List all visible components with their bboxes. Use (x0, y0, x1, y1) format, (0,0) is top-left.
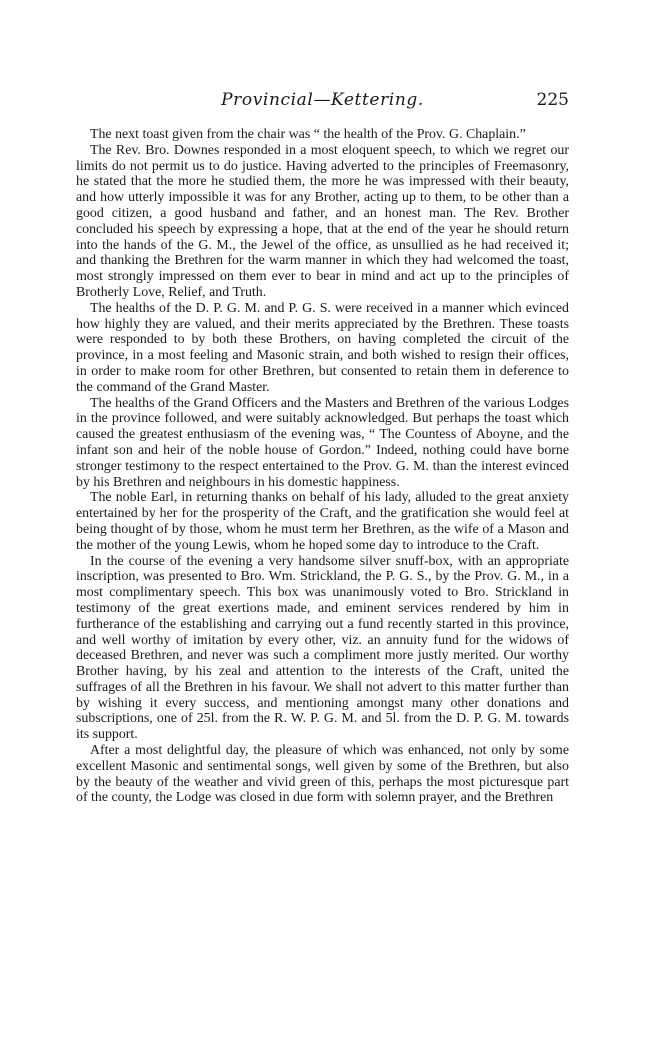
running-head (76, 90, 569, 116)
paragraph: The next toast given from the chair was “ the health of the Prov. G. Chaplain.” (90, 127, 526, 142)
running-title: Provincial—Kettering. (221, 90, 424, 110)
paragraph: The Rev. Bro. Downes responded in a most eloquent speech, to which we regret our limits do not permit us to do justice. Having adverted to the principles of Freemasonry, he stated that the more he studied them, the more he was impressed with their beauty, and how utterly impossible it was for any Brother, acting up to them, to be other than a good citizen, a good husband and father, and an honest man. The Rev. Brother concluded his speech by expressing a hope, that at the end of the year he should return into the hands of the G. M., the Jewel of the office, as unsullied as he had received it; and thanking the Brethren for the warm manner in which they had welcomed the toast, most strongly impressed on them ever to bear in mind and act up to the principles of Brotherly Love, Relief, and Truth. (76, 142, 569, 300)
body-text (76, 127, 569, 806)
paragraph: The healths of the Grand Officers and the Masters and Brethren of the various Lodges in the province followed, and were suitably acknowledged. But perhaps the toast which caused the greatest enthusiasm of the evening was, “ The Countess of Aboyne, and the infant son and heir of the noble house of Gordon.” Indeed, nothing could have borne stronger testimony to the respect entertained to the Prov. G. M. than the interest evinced by his Brethren and neighbours in his domestic happiness. (76, 395, 569, 490)
paragraph: In the course of the evening a very handsome silver snuff-box, with an appropriate inscription, was presented to Bro. Wm. Strickland, the P. G. S., by the Prov. G. M., in a most complimentary speech. This box was unanimously voted to Bro. Strickland in testimony of the great exertions made, and eminent services rendered by him in furtherance of the establishing and carrying out a fund recently started in this province, and well worthy of imitation by every other, viz. an annuity fund for the widows of deceased Brethren, and never was such a compliment more justly merited. Our worthy Brother having, by his zeal and attention to the interests of the Craft, united the suffrages of all the Brethren in his favour. We shall not advert to this matter further than by wishing it every success, and mentioning amongst many other donations and subscriptions, one of 25l. from the R. W. P. G. M. and 5l. from the D. P. G. M. towards its support. (76, 553, 569, 743)
paragraph: The noble Earl, in returning thanks on behalf of his lady, alluded to the great anxiety entertained by her for the prosperity of the Craft, and the gratification she would feel at being thought of by those, whom he must term her Brethren, as the wife of a Mason and the mother of the young Lewis, whom he hoped some day to introduce to the Craft. (76, 490, 569, 553)
page-number: 225 (536, 90, 569, 110)
paragraph: The healths of the D. P. G. M. and P. G. S. were received in a manner which evinced how highly they are valued, and their merits appreciated by the Brethren. These toasts were responded to by both these Brothers, on having completed the circuit of the province, in a most feeling and Masonic strain, and both wished to resign their offices, in order to make room for other Brethren, but consented to retain them in deference to the command of the Grand Master. (76, 300, 569, 395)
paragraph: After a most delightful day, the pleasure of which was enhanced, not only by some excellent Masonic and sentimental songs, well given by some of the Brethren, but also by the beauty of the weather and vivid green of this, perhaps the most picturesque part of the county, the Lodge was closed in due form with solemn prayer, and the Brethren (76, 743, 569, 806)
